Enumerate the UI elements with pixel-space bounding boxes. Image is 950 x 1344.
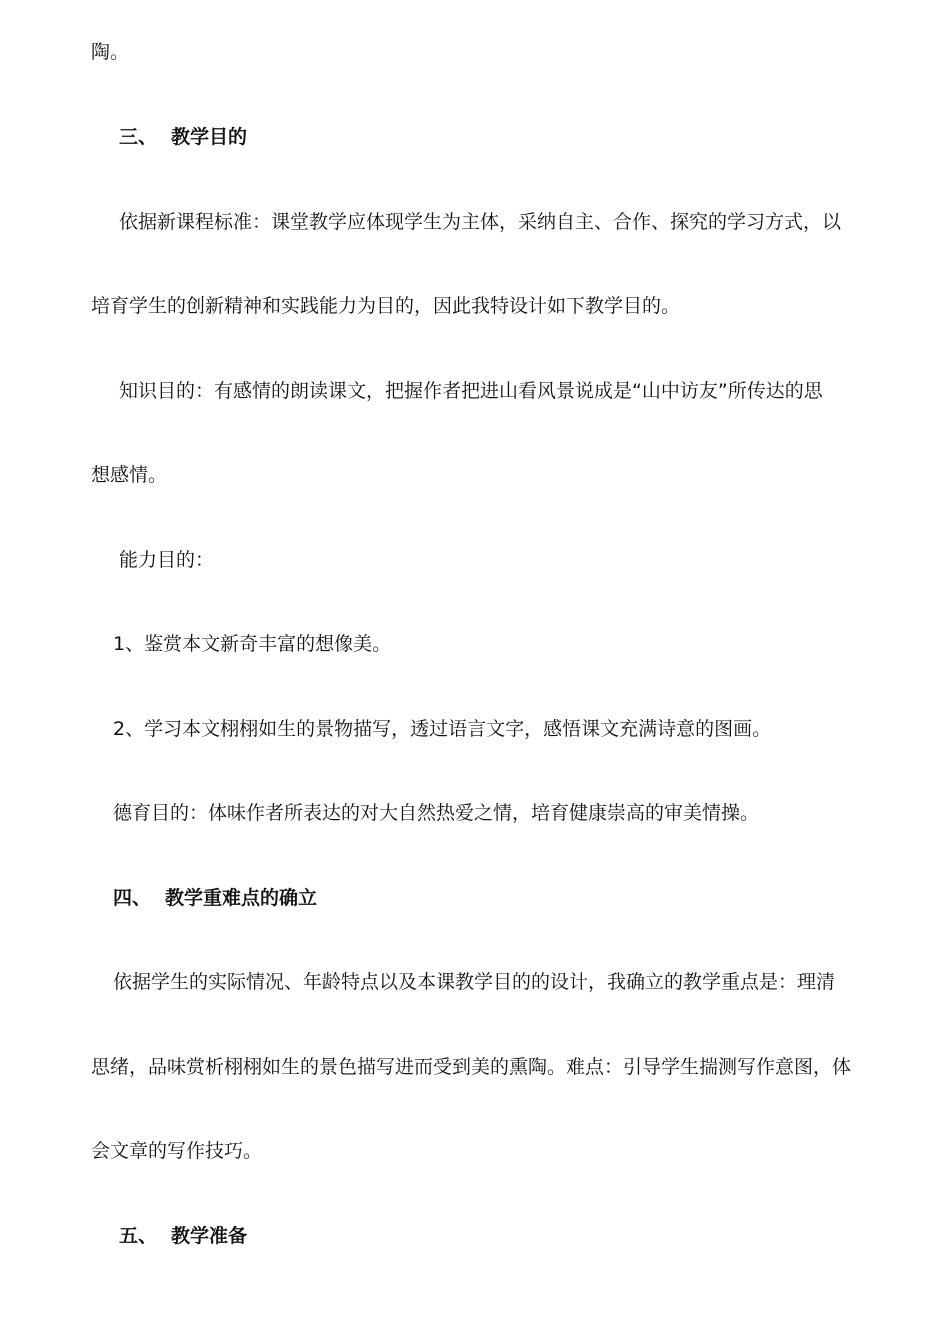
paragraph-line: 思绪，品味赏析栩栩如生的景色描写进而受到美的熏陶。难点：引导学生揣测写作意图，体 <box>91 1056 852 1078</box>
paragraph-line: 能力目的： <box>119 549 215 571</box>
section-heading-5 <box>119 1223 247 1249</box>
list-item: 1、鉴赏本文新奇丰富的想像美。 <box>113 633 392 655</box>
section-heading-3 <box>119 124 247 150</box>
list-item: 2、学习本文栩栩如生的景物描写，透过语言文字，感悟课文充满诗意的图画。 <box>113 718 772 740</box>
paragraph-line: 想感情。 <box>91 464 168 486</box>
section-title: 教学目的 <box>171 126 248 148</box>
section-number: 五、 <box>119 1225 158 1247</box>
section-number: 三、 <box>119 126 158 148</box>
paragraph-line: 依据新课程标准：课堂教学应体现学生为主体，采纳自主、合作、探究的学习方式，以 <box>119 211 842 233</box>
section-title: 教学准备 <box>171 1225 248 1247</box>
paragraph-line: 德育目的：体味作者所表达的对大自然热爱之情，培育健康崇高的审美情操。 <box>113 802 760 824</box>
paragraph-line: 会文章的写作技巧。 <box>91 1140 263 1162</box>
paragraph-line: 知识目的：有感情的朗读课文，把握作者把进山看风景说成是“山中访友”所传达的思 <box>119 380 823 402</box>
section-number: 四、 <box>113 887 152 909</box>
section-heading-4 <box>113 885 317 911</box>
paragraph-line: 依据学生的实际情况、年龄特点以及本课教学目的的设计，我确立的教学重点是：理清 <box>113 971 836 993</box>
paragraph-continuation: 陶。 <box>91 41 130 63</box>
section-title: 教学重难点的确立 <box>165 887 318 909</box>
paragraph-line: 培育学生的创新精神和实践能力为目的，因此我特设计如下教学目的。 <box>91 295 681 317</box>
